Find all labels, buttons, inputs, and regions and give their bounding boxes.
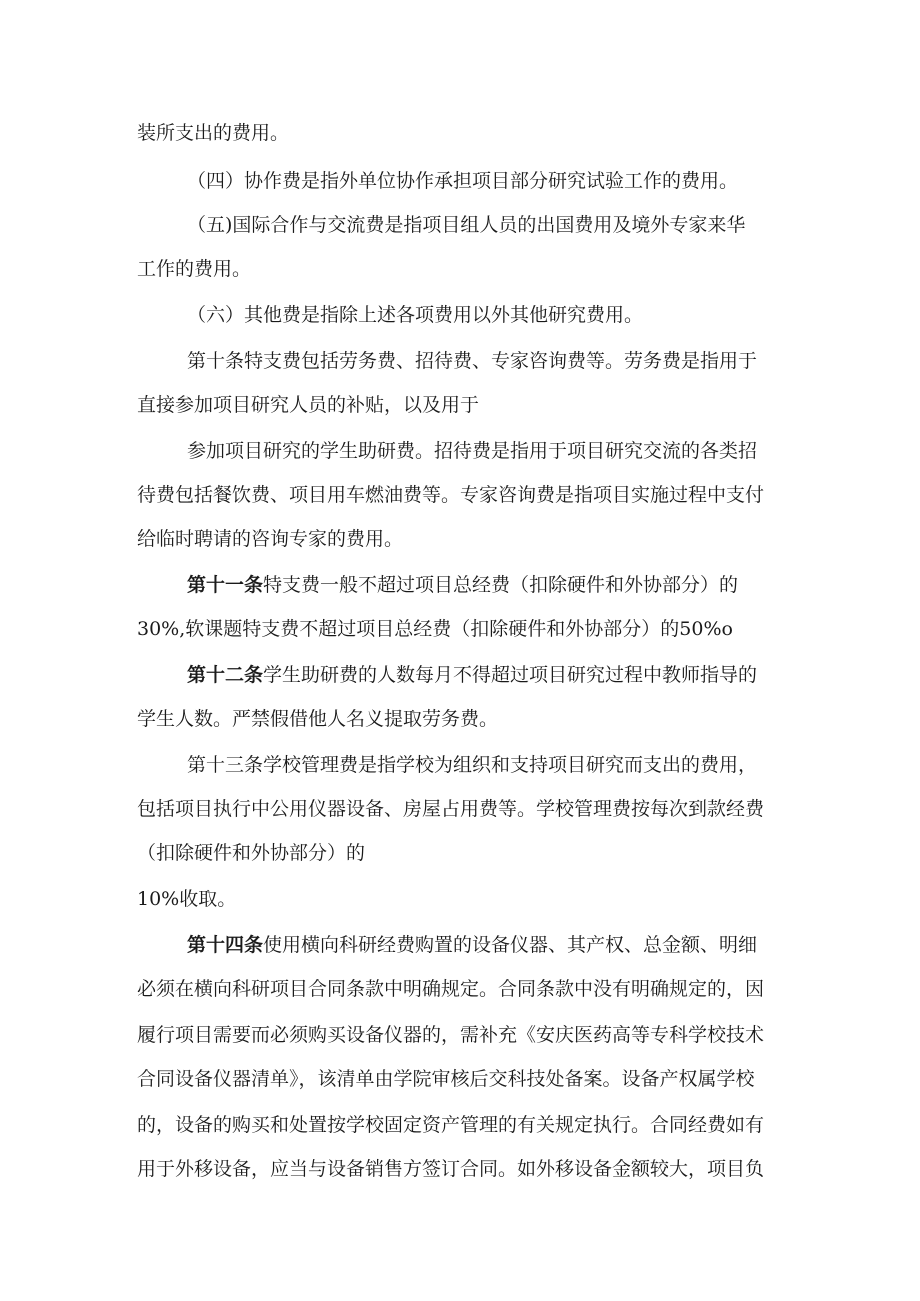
- paragraph-line: 第十二条学生助研费的人数每月不得超过项目研究过程中教师指导的: [187, 664, 758, 686]
- article-heading: 第十四条: [187, 934, 264, 956]
- paragraph-line: 学生人数。严禁假借他人名义提取劳务费。: [137, 708, 499, 730]
- paragraph-line: 给临时聘请的咨询专家的费用。: [137, 528, 404, 550]
- paragraph-line: 30%,软课题特支费不超过项目总经费（扣除硬件和外协部分）的50%o: [137, 618, 733, 640]
- paragraph-line: （四）协作费是指外单位协作承担项目部分研究试验工作的费用。: [187, 170, 739, 192]
- paragraph-line: 必须在横向科研项目合同条款中明确规定。合同条款中没有明确规定的，因: [137, 978, 765, 1000]
- paragraph-line: 用于外移设备，应当与设备销售方签订合同。如外移设备金额较大，项目负: [137, 1158, 765, 1180]
- paragraph-line: 第十四条使用横向科研经费购置的设备仪器、其产权、总金额、明细: [187, 934, 758, 956]
- paragraph-line: 的，设备的购买和处置按学校固定资产管理的有关规定执行。合同经费如有: [137, 1114, 765, 1136]
- paragraph-line: 第十一条特支费一般不超过项目总经费（扣除硬件和外协部分）的: [187, 574, 739, 596]
- paragraph-line: 第十三条学校管理费是指学校为组织和支持项目研究而支出的费用，: [187, 754, 758, 776]
- paragraph-line: 合同设备仪器清单》，该清单由学院审核后交科技处备案。设备产权属学校: [137, 1068, 755, 1090]
- paragraph-line: （五)国际合作与交流费是指项目组人员的出国费用及境外专家来华: [187, 214, 746, 236]
- paragraph-line: 参加项目研究的学生助研费。招待费是指用于项目研究交流的各类招: [187, 440, 758, 462]
- paragraph-line: 包括项目执行中公用仪器设备、房屋占用费等。学校管理费按每次到款经费: [137, 798, 765, 820]
- paragraph-line: 履行项目需要而必须购买设备仪器的，需补充《安庆医药高等专科学校技术: [137, 1024, 765, 1046]
- paragraph-line: 工作的费用。: [137, 258, 252, 280]
- paragraph-line: 直接参加项目研究人员的补贴，以及用于: [137, 394, 480, 416]
- paragraph-line: （六）其他费是指除上述各项费用以外其他研究费用。: [187, 304, 644, 326]
- paragraph-line: 待费包括餐饮费、项目用车燃油费等。专家咨询费是指项目实施过程中支付: [137, 484, 765, 506]
- paragraph-line: 装所支出的费用。: [137, 122, 290, 144]
- article-heading: 第十二条: [187, 664, 264, 686]
- paragraph-line: （扣除硬件和外协部分）的: [137, 842, 366, 864]
- paragraph-line: 第十条特支费包括劳务费、招待费、专家咨询费等。劳务费是指用于: [187, 350, 758, 372]
- paragraph-line: 10%收取。: [137, 888, 237, 910]
- article-heading: 第十一条: [187, 574, 264, 596]
